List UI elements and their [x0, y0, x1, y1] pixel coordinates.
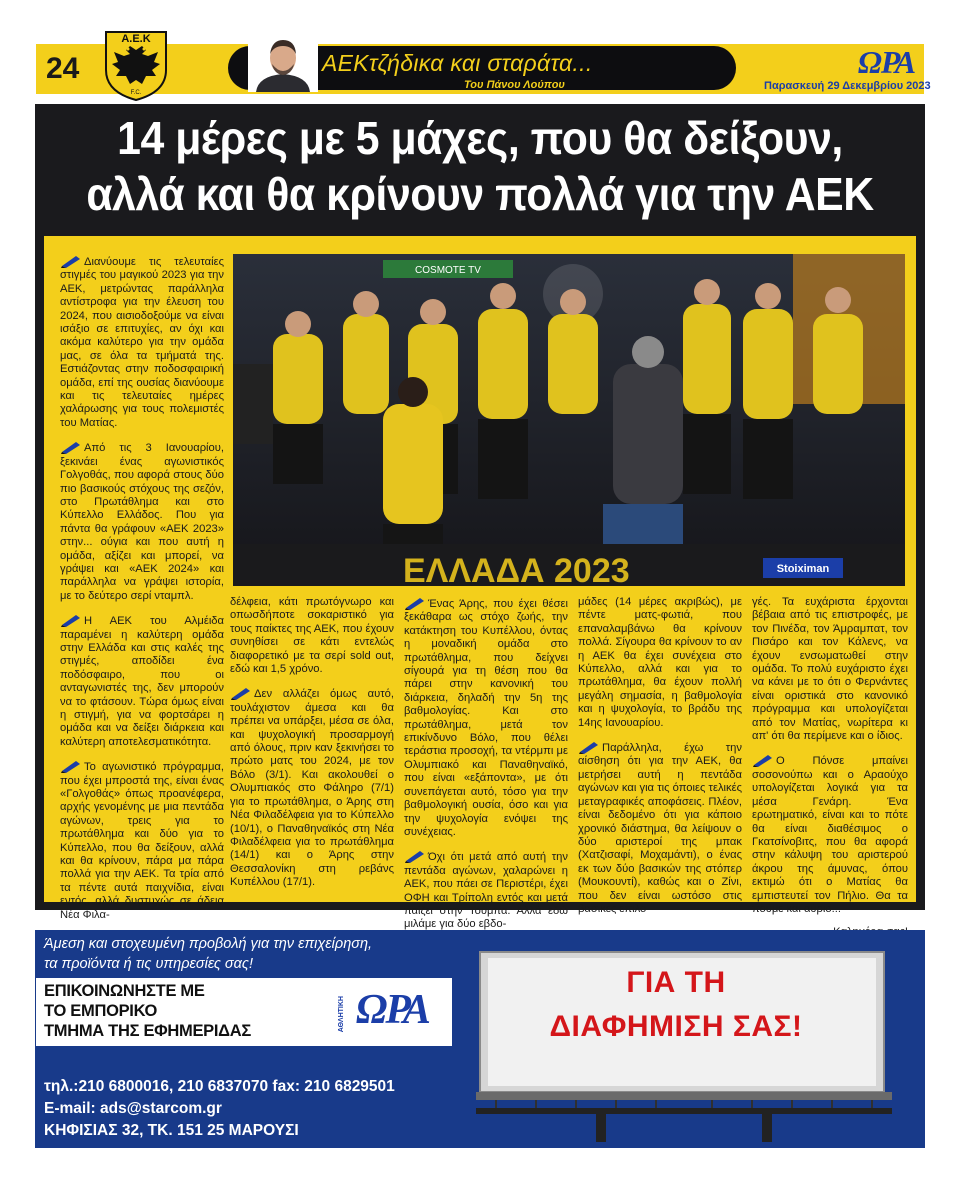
paragraph: μάδες (14 μέρες ακριβώς), με πέντε ματς-φωτιά, που επαναλαμβάνω θα κρίνουν πολλά. Σίγουρα θα κρίνουν το αν η ΑΕΚ θα έχει συνέχεια στο Κύπελλο, αλλά και για το πρωτάθλημα, θα έχουν πολλή μεγάλη σημασία, η βαθμολογία και η ψυχολογία, το βράδυ της 14ης Ιανουαρίου.	[578, 596, 742, 729]
advert-line-2: τα προϊόντα ή τις υπηρεσίες σας!	[44, 956, 253, 972]
aek-logo-icon	[100, 26, 172, 102]
advert-brand-logo: ΩΡΑ	[356, 987, 429, 1033]
paragraph: Παράλληλα, έχω την αίσθηση ότι για την ΑΕΚ, θα μετρήσει αυτή η πεντάδα αγώνων και για τις όποιες τελικές μεταγραφικές αποφάσεις. Πλέον, είναι δεδομένο ότι για κάποιο χρονικό διάστημα, θα λείψουν ο δύο αριστεροί της μπακ (Χατζισαφί, Μοχαμάντι), ο ένας εκ των δύο βασικών της στόπερ (Μουκουντί), καθώς και ο Ζίνι, που δεν είναι ωστόσο στις βασικές επιλο-	[578, 742, 742, 915]
logo-text: Α.Ε.Κ	[121, 33, 151, 45]
text-column-1	[60, 254, 224, 932]
pen-icon	[60, 440, 82, 454]
photo-bottom-text: ΕΛΛΑΔΑ 2023	[403, 552, 630, 586]
pen-icon	[752, 753, 774, 767]
celebration-photo	[233, 254, 905, 586]
photo-sponsor: Stoiximan	[776, 563, 830, 575]
paragraph: Από τις 3 Ιανουαρίου, ξεκινάει ένας αγωνιστικός Γολγοθάς, που αφορά στους δύο πιο βασικούς στόχους της σεζόν, στο Πρωτάθλημα και στο Κύπελλο Ελλάδος. Που για πάντα θα γράφουν «ΑΕΚ 2023» στην... ούγια και που αυτή η ομάδα, αξίζει και μπορεί, να γράψει και «ΑΕΚ 2024» και παράλληλα να γράψει ιστορία, με το δεύτερο σερί νταμπλ.	[60, 442, 224, 602]
page-number: 24	[46, 52, 80, 85]
advert-contact-2: ΤΟ ΕΜΠΟΡΙΚΟ	[44, 1002, 157, 1020]
paragraph: γές. Τα ευχάριστα έρχονται βέβαια από τις επιστροφές, με τον Πινέδα, τον Άμραμπατ, τον Πισάρο και τον Κάλενς, να έχουν ενσωματωθεί στην ομάδα. Το πολύ ευχάριστο έχει να κάνει με το ότι ο Φερνάντες είναι οριστικά στο κανονικό πρόγραμμα και υπολογίζεται από τον Ματίας, νωρίτερα κι απ' ότι θα περίμενε και ο ίδιος.	[752, 596, 908, 743]
pen-icon	[60, 254, 82, 268]
text-column-4	[578, 596, 742, 926]
billboard-line-2: ΔΙΑΦΗΜΙΣΗ ΣΑΣ!	[549, 1010, 803, 1043]
pen-icon	[404, 596, 426, 610]
pen-icon	[60, 613, 82, 627]
headline-line-1: 14 μέρες με 5 μάχες, που θα δείξουν,	[117, 112, 843, 164]
headline-line-2: αλλά και θα κρίνουν πολλά για την ΑΕΚ	[86, 168, 874, 220]
text-column-3	[404, 596, 568, 942]
paragraph: Ο Πόνσε μπαίνει σοσονούπω και ο Αραούχο υπολογίζεται λογικά για τα μέσα Γενάρη. Ένα ερωτηματικό, είναι και το πότε θα είναι διαθέσιμος ο Γκατσίνοβιτς, που θα αφορά στην κάλυψη του αριστερού άκρου της άμυνας, όπου εκτιμώ ότι ο Ματίας θα εμπιστευτεί τον Πήλιο. Θα τα πούμε και αύριο...	[752, 755, 908, 915]
paragraph: Ένας Άρης, που έχει θέσει ξεκάθαρα ως στόχο ζωής, την κατάκτηση του Κυπέλλου, όντας η μοναδική ομάδα στο πρωτάθλημα, που δείχνει σίγουρά για τη θέση που θα πάρει στην κανονική του διάρκεια, δηλαδή την 5η της βαθμολογίας. Και στο πρωτάθλημα, μετά τον επικίνδυνο Βόλο, που θέλει τεράστια προσοχή, τα ντέρμπι με Ολυμπιακό και Παναθηναϊκό, που είναι «εξάποντα», με ότι συνεπάγεται αυτό, τόσο για την βαθμολογική ουσία, όσο και για την ψυχολογία ενόψει της συνέχειας.	[404, 598, 568, 838]
advert-contact-3: ΤΜΗΜΑ ΤΗΣ ΕΦΗΜΕΡΙΔΑΣ	[44, 1022, 251, 1040]
issue-date: Παρασκευή 29 Δεκεμβρίου 2023	[764, 80, 931, 92]
author-avatar	[248, 34, 318, 92]
newspaper-logo: ΩΡΑ	[858, 44, 916, 80]
pen-icon	[578, 740, 600, 754]
pen-icon	[404, 849, 426, 863]
logo-sub: F.C.	[130, 90, 142, 96]
pen-icon	[60, 759, 82, 773]
pen-icon	[230, 686, 252, 700]
paragraph: Η ΑΕΚ του Αλμέιδα παραμένει η καλύτερη ομάδα στην Ελλάδα και στις καλές της στιγμές, αποδίδει ένα ποδόσφαιρο, που οι ανταγωνιστές της, δεν μπορούν να το φτάσουν. Τώρα όμως είναι η στιγμή, για να φορτσάρει η ομάδα και να δείξει διάρκεια και καλύτερη αποτελεσματικότητα.	[60, 615, 224, 748]
advert-address: ΚΗΦΙΣΙΑΣ 32, ΤΚ. 151 25 ΜΑΡΟΥΣΙ	[44, 1122, 299, 1139]
column-title: ΑΕΚτζήδικα και σταράτα...	[322, 50, 593, 76]
column-author: Του Πάνου Λούπου	[464, 79, 565, 91]
advert-email: E-mail: ads@starcom.gr	[44, 1100, 222, 1117]
text-column-5	[752, 596, 908, 940]
paragraph: Διανύουμε τις τελευταίες στιγμές του μαγικού 2023 για την ΑΕΚ, μετρώντας παράλληλα αντίστροφα για την έλευση του 2024, που αισιοδοξούμε να είναι ισάξιο σε επιτυχίες, αν όχι και ακόμα καλύτερο για την ομάδα μας, σε όλα τα τμήματά της. Εστιάζοντας στην ποδοσφαιρική ομάδα, επί της ουσίας διανύουμε και τις τελευταίες ημέρες χαλάρωσης για τους πολεμιστές του Ματίας.	[60, 256, 224, 429]
paragraph: Δεν αλλάζει όμως αυτό, τουλάχιστον άμεσα και θα πρέπει να υπάρξει, μέσα σε όλα, και ψυχολογική προσαρμογή από όλους, πριν καν ξεκινήσει το πρώτο ματς του 2024, με τον Βόλο (3/1). Και ακολουθεί ο Ολυμπιακός στο Φάληρο (7/1) για το πρωτάθλημα, ο Άρης στη Νέα Φιλαδέλφεια για το Κύπελλο (10/1), ο Παναθηναϊκός στη Νέα Φιλαδέλφεια για το πρωτάθλημα (14/1) και ο Άρης στην Θεσσαλονίκη στη ρεβάνς Κυπέλλου (17/1).	[230, 688, 394, 889]
paragraph: Το αγωνιστικό πρόγραμμα, που έχει μπροστά της, είναι ένας «Γολγοθάς» όπως προανέφερα, αρχής γενομένης με μια πεντάδα αγώνων, τρεις για το πρωτάθλημα και δύο για το Κύπελλο, που θα δείξουν, αλλά και θα κρίνουν, πάρα μα πάρα πολλά για την ΑΕΚ. Τα τρία από τα πέντε αυτά παιχνίδια, είναι εντός, αλλά δυστυχώς σε άδεια Νέα Φιλα-	[60, 761, 224, 921]
headline	[67, 110, 893, 222]
billboard-line-1: ΓΙΑ ΤΗ	[626, 966, 726, 999]
advert-line-1: Άμεση και στοχευμένη προβολή για την επιχείρηση,	[44, 936, 373, 952]
advert-brand-small: ΑΘΛΗΤΙΚΗ	[338, 996, 345, 1033]
paragraph: δέλφεια, κάτι πρωτόγνωρο και οπωσδήποτε σοκαριστικό για τους παίκτες της ΑΕΚ, που έχουν συνηθίσει σε κάτι εντελώς διαφορετικό με τα σερί sold out, εδώ και 1,5 χρόνο.	[230, 596, 394, 676]
advert-phones: τηλ.:210 6800016, 210 6837070 fax: 210 6829501	[44, 1078, 395, 1095]
paragraph: Όχι ότι μετά από αυτή την πεντάδα αγώνων, χαλαρώνει η ΑΕΚ, που πάει σε Περιστέρι, έχει ΟΦΗ και Τρίπολη εντός και μετά παίζει στην Τούμπα. Αλλά εδώ μιλάμε για δύο εβδο-	[404, 851, 568, 931]
text-column-2	[230, 596, 394, 900]
advert-contact-1: ΕΠΙΚΟΙΝΩΝΗΣΤΕ ΜΕ	[44, 982, 205, 1000]
photo-banner: COSMOTE TV	[415, 265, 481, 276]
